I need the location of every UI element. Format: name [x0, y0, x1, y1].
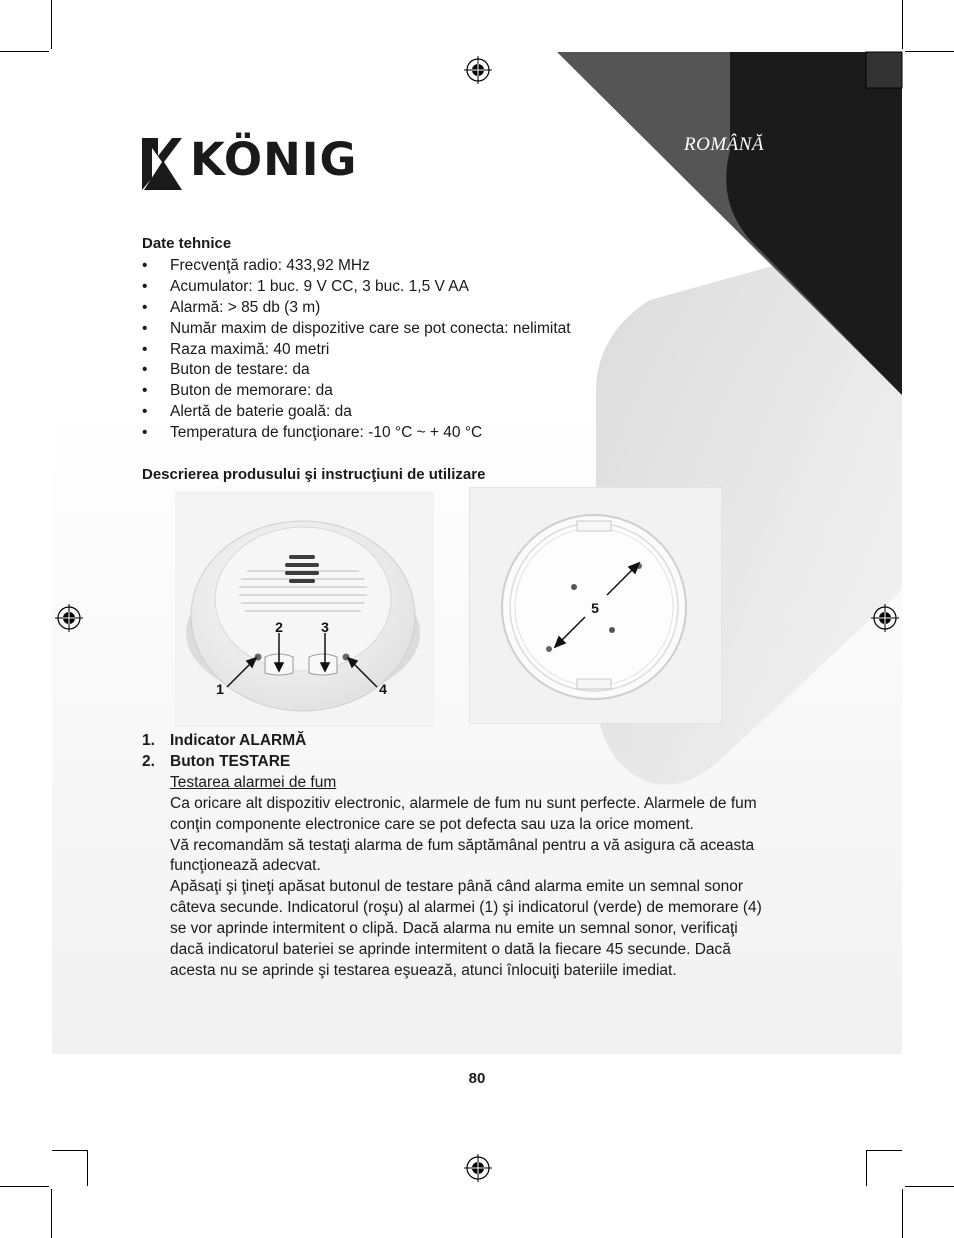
callout-label-3: 3: [321, 619, 329, 635]
specs-list: [142, 256, 571, 444]
registration-mark: [871, 604, 899, 632]
list-item: • Buton de testare: da: [142, 361, 310, 379]
registration-mark: [55, 604, 83, 632]
instructions-body: [142, 773, 762, 982]
callout-label-2: 2: [275, 619, 283, 635]
brand-name: KÖNIG: [190, 133, 358, 186]
list-item: • Buton de memorare: da: [142, 382, 333, 400]
callout-label-5: 5: [591, 600, 599, 616]
konig-logo-icon: [142, 138, 182, 190]
smoke-alarm-photo: [175, 491, 434, 727]
list-item: • Alarmă: > 85 db (3 m): [142, 298, 321, 316]
callout-label-4: 4: [379, 681, 387, 697]
page-number: 80: [468, 1070, 486, 1087]
paragraph: Apăsaţi şi ţineţi apăsat butonul de testare până când alarma emite un semnal sonor câteva secunde. Indicatorul (roşu) al alarmei (1) şi indicatorul (verde) de memorare (4) se vor aprinde intermitent o clipă. Dacă alarma nu emite un semnal sonor, verificaţi dacă indicatorul bateriei se aprinde intermitent o dată la fiecare 45 secunde. Dacă acesta nu se aprinde şi testarea eşuează, atunci înlocuiţi bateriile imediat.: [170, 878, 762, 979]
instructions-list: [142, 731, 762, 982]
paragraph: Vă recomandăm să testaţi alarma de fum săptămânal pentru a vă asigura că aceasta funcţionează adecvat.: [170, 836, 755, 875]
description-heading: Descrierea produsului şi instrucţiuni de utilizare: [142, 466, 486, 483]
list-item: • Alertă de baterie goală: da: [142, 403, 352, 421]
registration-mark: [464, 56, 492, 84]
list-item: • Temperatura de funcţionare: -10 °C ~ + 40 °C: [142, 424, 483, 442]
list-item: 1. Indicator ALARMĂ: [142, 732, 307, 749]
registration-mark: [464, 1154, 492, 1182]
list-item: • Raza maximă: 40 metri: [142, 340, 330, 358]
language-label: ROMÂNĂ: [684, 134, 765, 155]
list-item: • Număr maxim de dispozitive care se pot conecta: nelimitat: [142, 319, 571, 337]
list-item: • Acumulator: 1 buc. 9 V CC, 3 buc. 1,5 V AA: [142, 277, 469, 295]
sub-heading: Testarea alarmei de fum: [170, 773, 337, 791]
list-item: • Frecvenţă radio: 433,92 MHz: [142, 257, 370, 274]
paragraph: Ca oricare alt dispozitiv electronic, alarmele de fum nu sunt perfecte. Alarmele de fum conţin componente electronice care se pot defecta sau uza la orice moment.: [170, 794, 757, 833]
mounting-plate-photo: [469, 487, 722, 724]
list-item: 2. Buton TESTARE: [142, 752, 291, 770]
specs-heading: Date tehnice: [142, 235, 232, 252]
callout-label-1: 1: [216, 681, 224, 697]
